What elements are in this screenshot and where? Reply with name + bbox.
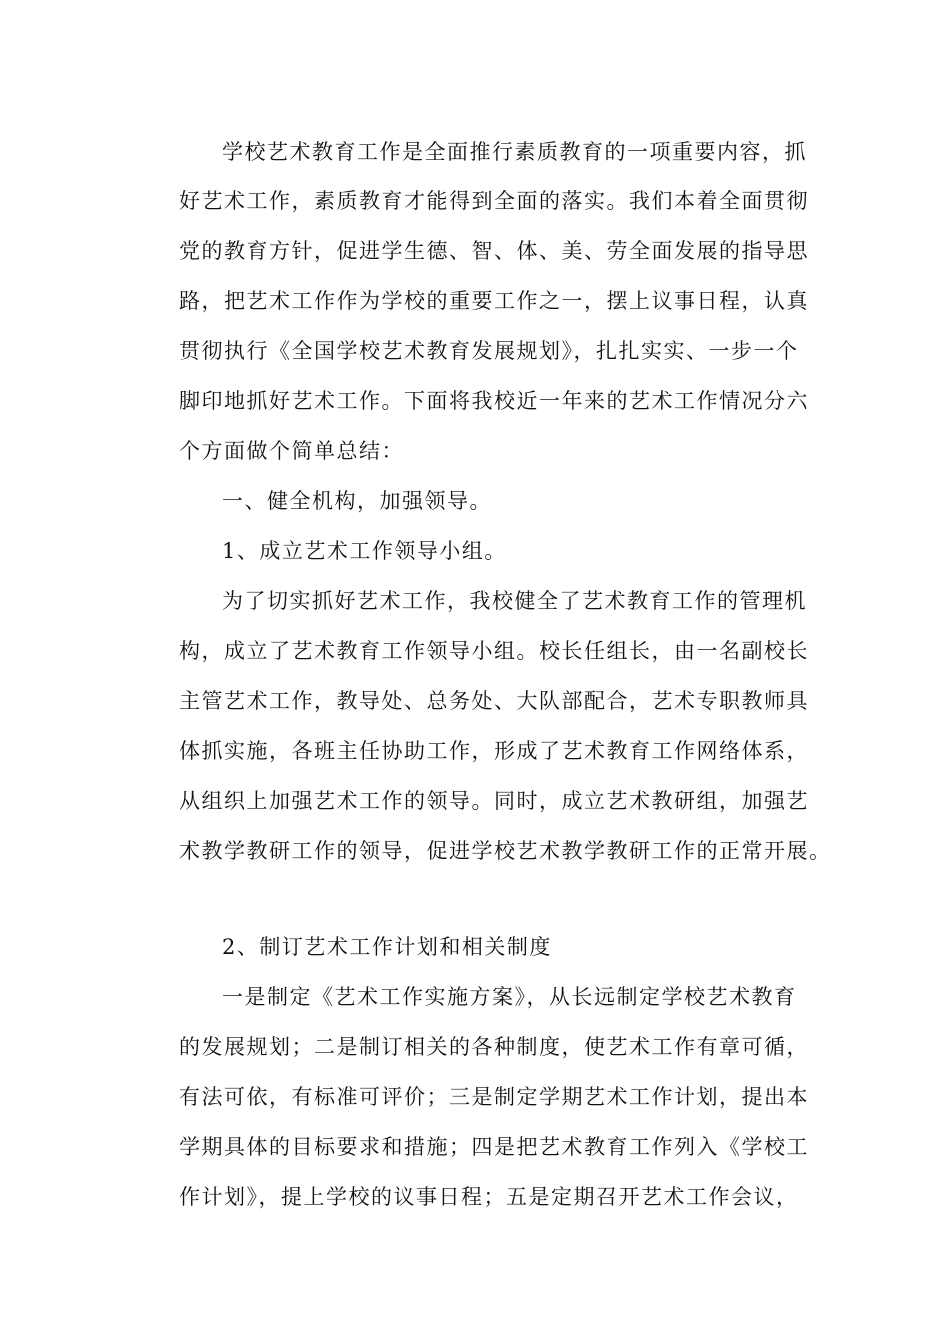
paragraph-2-line-6: 术教学教研工作的领导，促进学校艺术教学教研工作的正常开展。 bbox=[179, 839, 832, 863]
paragraph-3-line-2: 的发展规划；二是制订相关的各种制度，使艺术工作有章可循， bbox=[179, 1035, 809, 1059]
paragraph-2-line-3: 主管艺术工作，教导处、总务处、大队部配合，艺术专职教师具 bbox=[179, 689, 809, 713]
intro-paragraph-line-5: 贯彻执行《全国学校艺术教育发展规划》，扎扎实实、一步一个 bbox=[179, 339, 799, 363]
intro-paragraph-line-4: 路，把艺术工作作为学校的重要工作之一，摆上议事日程，认真 bbox=[179, 289, 809, 313]
intro-paragraph-line-2: 好艺术工作，素质教育才能得到全面的落实。我们本着全面贯彻 bbox=[179, 189, 809, 213]
paragraph-3-line-4: 学期具体的目标要求和措施；四是把艺术教育工作列入《学校工 bbox=[179, 1135, 809, 1159]
paragraph-3-line-3: 有法可依，有标准可评价；三是制定学期艺术工作计划，提出本 bbox=[179, 1085, 809, 1109]
paragraph-2-line-1: 为了切实抓好艺术工作，我校健全了艺术教育工作的管理机 bbox=[222, 589, 807, 613]
section-heading-1: 一、健全机构，加强领导。 bbox=[222, 489, 492, 513]
intro-paragraph-line-3: 党的教育方针，促进学生德、智、体、美、劳全面发展的指导思 bbox=[179, 239, 809, 263]
paragraph-2-line-4: 体抓实施，各班主任协助工作，形成了艺术教育工作网络体系， bbox=[179, 739, 809, 763]
paragraph-3-line-1: 一是制定《艺术工作实施方案》，从长远制定学校艺术教育 bbox=[222, 985, 797, 1009]
subsection-heading-2: 2、制订艺术工作计划和相关制度 bbox=[222, 935, 552, 959]
subsection-heading-1: 1、成立艺术工作领导小组。 bbox=[222, 539, 507, 563]
intro-paragraph-line-6: 脚印地抓好艺术工作。下面将我校近一年来的艺术工作情况分六 bbox=[179, 389, 809, 413]
paragraph-3-line-5: 作计划》，提上学校的议事日程；五是定期召开艺术工作会议， bbox=[179, 1185, 799, 1209]
paragraph-2-line-5: 从组织上加强艺术工作的领导。同时，成立艺术教研组，加强艺 bbox=[179, 789, 809, 813]
intro-paragraph-line-7: 个方面做个简单总结： bbox=[179, 439, 404, 463]
intro-paragraph-line-1: 学校艺术教育工作是全面推行素质教育的一项重要内容，抓 bbox=[222, 140, 807, 164]
paragraph-2-line-2: 构，成立了艺术教育工作领导小组。校长任组长，由一名副校长 bbox=[179, 639, 809, 663]
